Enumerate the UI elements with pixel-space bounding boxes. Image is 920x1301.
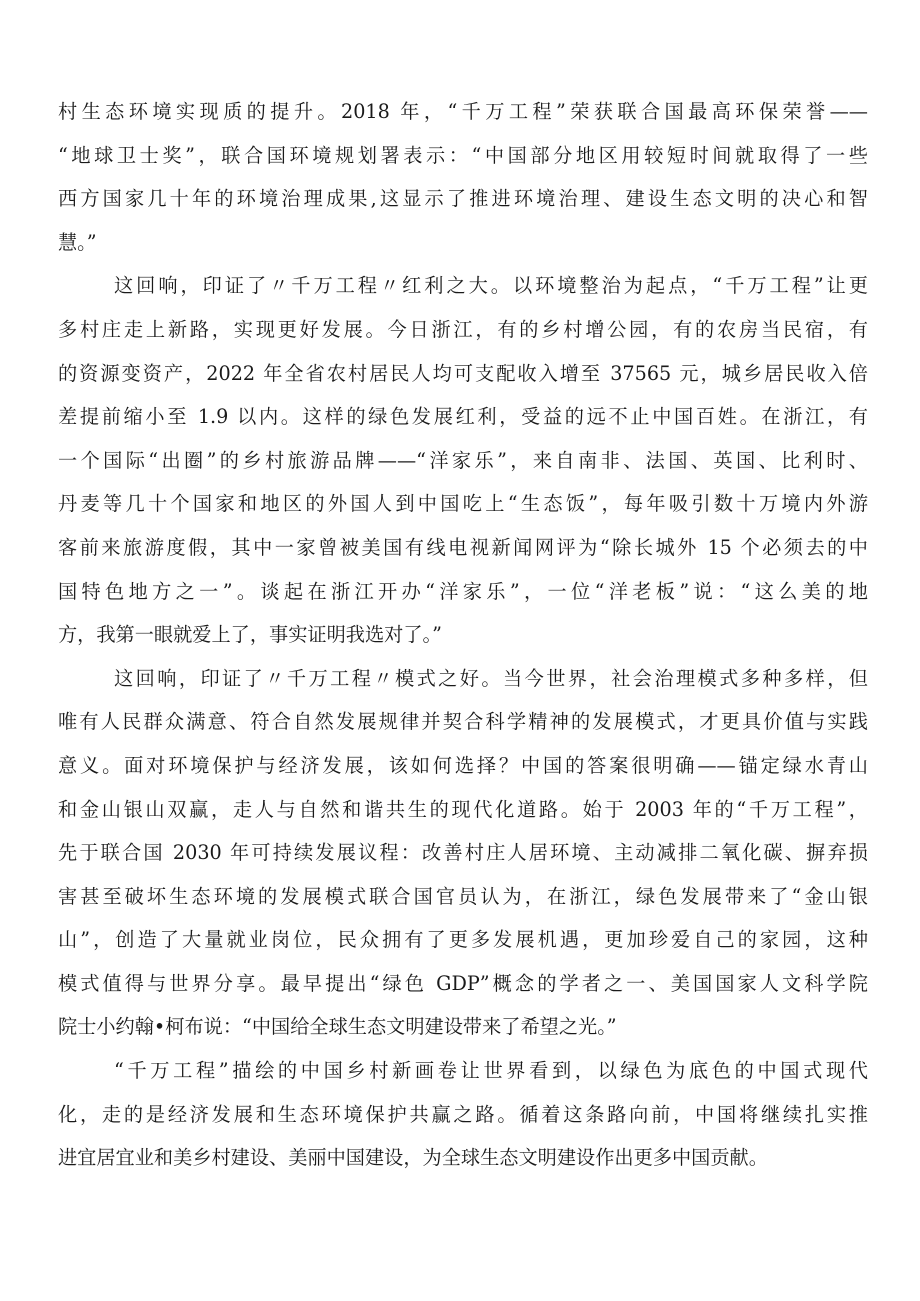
text-line: 模式值得与世界分享。最早提出“绿色 GDP”概念的学者之一、美国国家人文科学院 bbox=[58, 971, 868, 995]
text-line: 先于联合国 2030 年可持续发展议程：改善村庄人居环境、主动减排二氧化碳、摒弃损 bbox=[58, 841, 868, 865]
text-line: 一个国际“出圈”的乡村旅游品牌——“洋家乐”，来自南非、法国、英国、比利时、 bbox=[58, 448, 868, 472]
text-line: 差提前缩小至 1.9 以内。这样的绿色发展红利，受益的远不止中国百姓。在浙江，有 bbox=[58, 405, 868, 429]
text-line: 院士小约翰•柯布说：“中国给全球生态文明建设带来了希望之光。” bbox=[58, 1015, 617, 1039]
text-line: 的资源变资产，2022 年全省农村居民人均可支配收入增至 37565 元，城乡居民收入倍 bbox=[58, 361, 868, 385]
text-line: 客前来旅游度假，其中一家曾被美国有线电视新闻网评为“除长城外 15 个必须去的中 bbox=[58, 535, 868, 559]
text-line: 村生态环境实现质的提升。2018 年，“千万工程”荣获联合国最高环保荣誉—— bbox=[58, 100, 868, 123]
text-line: 方，我第一眼就爱上了，事实证明我选对了。” bbox=[58, 623, 442, 647]
paragraph-first-line: “千万工程”描绘的中国乡村新画卷让世界看到，以绿色为底色的中国式现代 bbox=[114, 1059, 868, 1083]
text-line: 慧。” bbox=[58, 230, 97, 254]
text-line: 唯有人民群众满意、符合自然发展规律并契合科学精神的发展模式，才更具价值与实践 bbox=[58, 710, 868, 734]
paragraph-first-line: 这回响，印证了〃千万工程〃模式之好。当今世界，社会治理模式多种多样，但 bbox=[114, 666, 868, 690]
paragraph-first-line: 这回响，印证了〃千万工程〃红利之大。以环境整治为起点，“千万工程”让更 bbox=[114, 274, 868, 298]
text-line: 国特色地方之一”。谈起在浙江开办“洋家乐”，一位“洋老板”说：“这么美的地 bbox=[58, 579, 868, 603]
text-line: “地球卫士奖”，联合国环境规划署表示：“中国部分地区用较短时间就取得了一些 bbox=[58, 143, 868, 167]
text-line: 西方国家几十年的环境治理成果,这显示了推进环境治理、建设生态文明的决心和智 bbox=[58, 187, 868, 211]
text-line: 丹麦等几十个国家和地区的外国人到中国吃上“生态饭”，每年吸引数十万境内外游 bbox=[58, 492, 868, 516]
text-line: 意义。面对环境保护与经济发展，该如何选择？中国的答案很明确——锚定绿水青山 bbox=[58, 753, 868, 777]
text-line: 山”，创造了大量就业岗位，民众拥有了更多发展机遇，更加珍爱自己的家园，这种 bbox=[58, 928, 868, 952]
text-line: 进宜居宜业和美乡村建设、美丽中国建设，为全球生态文明建设作出更多中国贡献。 bbox=[58, 1146, 768, 1170]
document-body bbox=[58, 90, 868, 1180]
text-line: 化，走的是经济发展和生态环境保护共赢之路。循着这条路向前，中国将继续扎实推 bbox=[58, 1102, 868, 1126]
text-line: 多村庄走上新路，实现更好发展。今日浙江，有的乡村增公园，有的农房当民宿，有 bbox=[58, 317, 868, 341]
text-line: 和金山银山双赢，走人与自然和谐共生的现代化道路。始于 2003 年的“千万工程”， bbox=[58, 797, 868, 821]
text-line: 害甚至破坏生态环境的发展模式联合国官员认为，在浙江，绿色发展带来了“金山银 bbox=[58, 884, 868, 908]
